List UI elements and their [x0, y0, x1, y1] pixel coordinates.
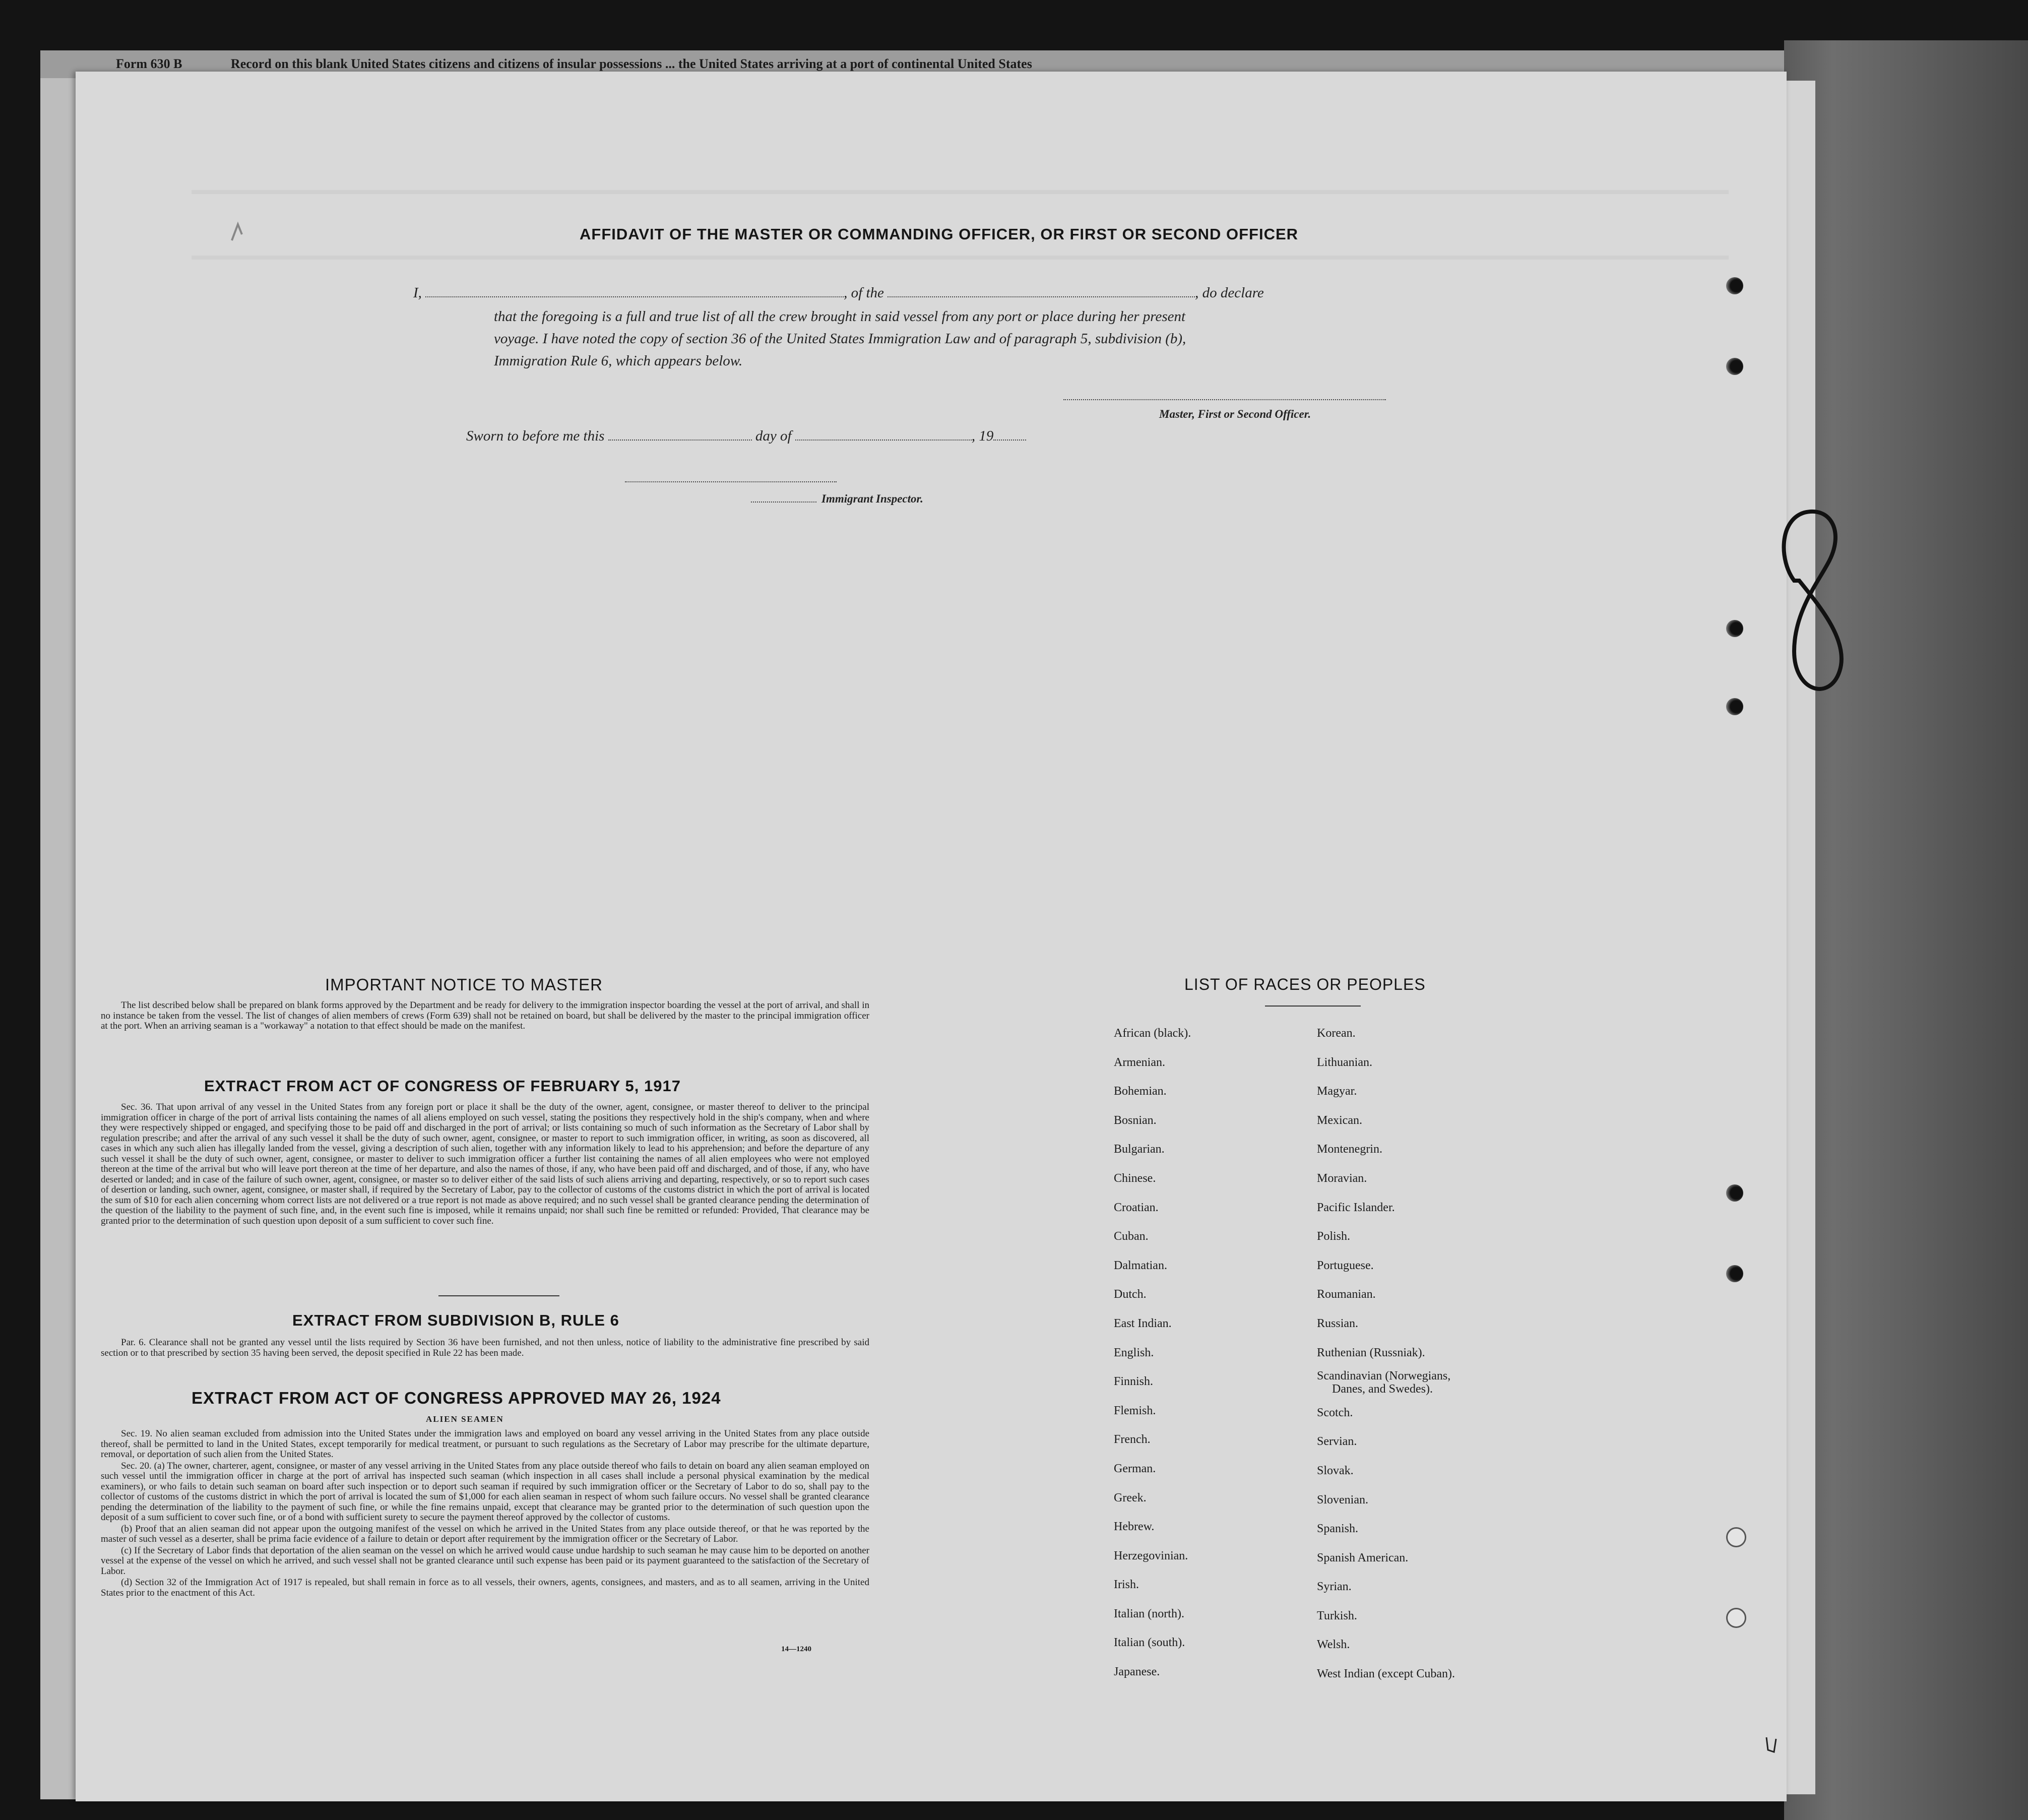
extract-rule6-paragraph: Par. 6. Clearance shall not be granted any vessel until the lists required by Section 36 have been furnished, and not then unless, notice of liability to the administrative fine prescribed by said section or to that prescribed by section 35 having been served, the deposit specified in Rule 22 has been made. [101, 1337, 869, 1358]
race-item: Slovenian. [1317, 1493, 1368, 1507]
document-page [76, 72, 1787, 1801]
race-item: Magyar. [1317, 1085, 1357, 1098]
bleedthrough-line [192, 256, 1729, 260]
race-item: Chinese. [1114, 1171, 1156, 1185]
races-column-2 [1317, 1019, 1455, 1689]
sec20a-paragraph: Sec. 20. (a) The owner, charterer, agent, consignee, or master of any vessel arriving in the United States from any place outside thereof who fails to detain on board any alien seaman employed on such vessel until the immigration officer in charge at the port of arrival has inspected such seaman (which inspection in all cases shall include a personal physical examination by the medical examiners), or who fails to detain such seaman on board after such inspection or to deport such seaman if required by such immigration officer or the Secretary of Labor to do so, shall pay to the collector of customs of the customs district in which the port of arrival is located the sum of $1,000 for each alien seaman in respect of whom such failure occurs. No vessel shall be granted clearance pending the determination of the liability to the payment of such fine, or while the fine remains unpaid, except that clearance may be granted prior to the determination of such question upon the deposit of a sum sufficient to cover such fine, or of a bond with sufficient surety to secure the payment thereof approved by the collector of customs. [101, 1460, 869, 1523]
race-item: Spanish. [1317, 1522, 1359, 1536]
race-item: Scotch. [1317, 1406, 1353, 1419]
race-item: Cuban. [1114, 1230, 1149, 1243]
sec20c-paragraph: (c) If the Secretary of Labor finds that deportation of the alien seaman on the vessel on which he arrived would cause undue hardship to such seaman he may cause him to be deported on another vessel at the expense of the vessel on which he arrived, and such vessel shall not be granted clearance until such expense has been paid or its payment guaranteed to the satisfaction of the Secretary of Labor. [101, 1545, 869, 1577]
race-item: African (black). [1114, 1027, 1191, 1040]
race-item: Italian (north). [1114, 1607, 1184, 1620]
race-item: Bosnian. [1114, 1113, 1157, 1127]
race-item: Bohemian. [1114, 1085, 1167, 1098]
extract-1917-text [101, 1102, 869, 1227]
notice-paragraph: The list described below shall be prepared on blank forms approved by the Department and be ready for delivery to the immigration inspector boarding the vessel at the port of arrival, and shall in no instance be taken from the vessel. The list of changes of alien members of crews (Form 639) shall not be retained on board, but shall be delivered by the master to the principal immigration officer at the port. When an arriving seaman is a "workaway" a notation to that effect should be made on the manifest. [101, 1000, 869, 1031]
extract-rule6-text [101, 1338, 869, 1359]
sworn-day-label: day of [755, 428, 792, 444]
race-item: Japanese. [1114, 1665, 1160, 1679]
race-item: Finnish. [1114, 1375, 1154, 1389]
sec19-paragraph: Sec. 19. No alien seaman excluded from admission into the United States under the immigration laws and employed on board any vessel arriving in the United States from any place outside thereof, shall be permitted to land in the United States, except temporarily for medical treatment, or pursuant to such regulations as the Secretary of Labor may prescribe for the ultimate departure, removal, or deportation of such alien from the United States. [101, 1428, 869, 1460]
notice-text [101, 1000, 869, 1033]
race-item: English. [1114, 1346, 1154, 1359]
race-item: Hebrew. [1114, 1520, 1155, 1534]
race-item-continuation: Danes, and Swedes). [1332, 1383, 1433, 1396]
race-item: Herzegovinian. [1114, 1549, 1188, 1562]
race-item: Dalmatian. [1114, 1259, 1167, 1272]
notice-title: IMPORTANT NOTICE TO MASTER [325, 975, 603, 994]
affidavit-line-2: that the foregoing is a full and true list of all the crew brought in said vessel from any port or place during her present [494, 308, 1186, 325]
race-item: Greek. [1114, 1491, 1147, 1504]
race-item-two-line [1317, 1367, 1455, 1399]
bleedthrough-line [192, 190, 1729, 194]
handwritten-page-number [1774, 500, 1855, 717]
affidavit-line-4: Immigration Rule 6, which appears below. [494, 353, 743, 369]
race-item: Servian. [1317, 1435, 1357, 1449]
sworn-prefix: Sworn to before me this [466, 428, 605, 444]
punch-hole [1726, 358, 1743, 375]
punch-hole [1726, 620, 1743, 637]
extract-1917-title: EXTRACT FROM ACT OF CONGRESS OF FEBRUARY 5, 1917 [204, 1077, 681, 1095]
races-column-1 [1114, 1019, 1191, 1687]
sworn-month-blank[interactable] [795, 428, 972, 441]
punch-hole [1726, 1265, 1743, 1282]
race-item: Syrian. [1317, 1580, 1352, 1594]
section-divider [438, 1295, 559, 1296]
race-item: Welsh. [1317, 1638, 1350, 1652]
inspector-signature-line[interactable] [625, 481, 837, 482]
sworn-year-label: , 19 [971, 428, 994, 444]
affidavit-line-3: voyage. I have noted the copy of section 36 of the United States Immigration Law and of paragraph 5, subdivision (b), [494, 331, 1186, 347]
race-item: Slovak. [1317, 1464, 1354, 1477]
punch-hole [1726, 277, 1743, 294]
race-item: Ruthenian (Russniak). [1317, 1346, 1425, 1359]
sec20b-paragraph: (b) Proof that an alien seaman did not appear upon the outgoing manifest of the vessel on which he arrived in the United States from any place outside thereof, or that he was reported by the master of such vessel as a deserter, shall be prima facie evidence of a failure to detain or deport after requirement by the immigration officer or the Secretary of Labor. [101, 1523, 869, 1544]
sworn-day-blank[interactable] [608, 428, 752, 441]
race-item: Russian. [1317, 1316, 1359, 1330]
extract-1924-subtitle: ALIEN SEAMEN [426, 1414, 504, 1424]
race-item: Flemish. [1114, 1404, 1156, 1417]
back-sheet-header [116, 56, 1032, 72]
race-item: Scandinavian (Norwegians, [1317, 1369, 1451, 1383]
affidavit-i: I, [413, 285, 422, 301]
race-item: Italian (south). [1114, 1636, 1185, 1650]
race-item: Armenian. [1114, 1055, 1165, 1069]
affidavit-declare: , do declare [1195, 285, 1264, 301]
back-sheet-header-text: Record on this blank United States citizens and citizens of insular possessions ... the United States arriving at a port of continental United States [230, 56, 1032, 71]
print-code: 14—1240 [781, 1645, 811, 1653]
race-item: Polish. [1317, 1230, 1351, 1243]
form-number: Form 630 B [116, 56, 182, 71]
extract-1917-paragraph: Sec. 36. That upon arrival of any vessel in the United States from any foreign port or place it shall be the duty of the owner, agent, consignee, or master thereof to deliver to the principal immigration officer in charge of the port of arrival lists containing the names of all aliens employed on such vessel, stating the positions they respectively hold in the ship's company, when and where they were respectively shipped or engaged, and specifying those to be paid off and discharged in the port of arrival; or lists containing so much of such information as the Secretary of Labor shall by regulation prescribe; and after the arrival of any such vessel it shall be the duty of such owner, agent, consignee, or master to report to such immigration officer, in writing, as soon as discovered, all cases in which any such alien has illegally landed from the vessel, giving a description of such alien, together with any information likely to lead to his apprehension; and before the departure of any such vessel it shall be the duty of such owner, agent, consignee, or master to deliver to such immigration officer a further list containing the names of all alien employees who were not employed thereon at the time of the arrival but who will leave port thereon at the time of her departure, and also the names of those, if any, who have been paid off and discharged, and of those, if any, who have deserted or landed; and in case of the failure of such owner, agent, consignee, or master so to deliver either of the said lists of such aliens arriving and departing, respectively, or so to report such cases of desertion or landing, such owner, agent, consignee, or master shall, if required by the Secretary of Labor, pay to the collector of customs of the customs district in which the port of arrival is located the sum of $10 for each alien concerning whom correct lists are not delivered or a true report is not made as above required; and no such vessel shall be granted clearance pending the determination of the question of the liability to the payment of such fine, and, in the event such fine is imposed, while it remains unpaid; nor shall such fine be remitted or refunded: Provided, That clearance may be granted prior to the determination of such question upon deposit of a sum sufficient to cover such fine. [101, 1102, 869, 1226]
pencil-mark [227, 220, 247, 245]
races-title: LIST OF RACES OR PEOPLES [1184, 975, 1426, 993]
race-item: Portuguese. [1317, 1259, 1374, 1272]
affidavit-line-1 [413, 285, 1264, 301]
race-item: East Indian. [1114, 1316, 1172, 1330]
punch-hole [1726, 698, 1743, 715]
inspector-signature-short-line [751, 501, 816, 503]
page-stack-edge [1784, 81, 1815, 1794]
punch-hole [1726, 1608, 1746, 1628]
race-item: Montenegrin. [1317, 1143, 1382, 1156]
race-item: Turkish. [1317, 1609, 1357, 1622]
sworn-year-blank[interactable] [993, 428, 1026, 441]
races-title-rule [1265, 1006, 1361, 1007]
punch-hole [1726, 1527, 1746, 1547]
pencil-mark [1764, 1735, 1779, 1755]
affidavit-of-the: , of the [844, 285, 884, 301]
vessel-blank[interactable] [888, 285, 1195, 297]
race-item: Pacific Islander. [1317, 1201, 1395, 1214]
sworn-line [466, 428, 1026, 445]
race-item: West Indian (except Cuban). [1317, 1667, 1455, 1681]
race-item: Lithuanian. [1317, 1055, 1372, 1069]
extract-1924-text [101, 1429, 869, 1599]
race-item: Dutch. [1114, 1288, 1147, 1301]
race-item: Korean. [1317, 1027, 1356, 1040]
race-item: Roumanian. [1317, 1288, 1376, 1301]
master-signature-label: Master, First or Second Officer. [1159, 408, 1311, 420]
sec20d-paragraph: (d) Section 32 of the Immigration Act of 1917 is repealed, but shall remain in force as to all vessels, their owners, agents, consignees, and masters, and as to all seamen, arriving in the United States prior to the enactment of this Act. [101, 1577, 869, 1598]
race-item: Irish. [1114, 1578, 1139, 1592]
inspector-label: Immigrant Inspector. [821, 492, 923, 505]
race-item: Mexican. [1317, 1113, 1362, 1127]
name-blank[interactable] [425, 285, 844, 297]
race-item: German. [1114, 1462, 1156, 1475]
race-item: Spanish American. [1317, 1551, 1409, 1564]
affidavit-title: AFFIDAVIT OF THE MASTER OR COMMANDING OFFICER, OR FIRST OR SECOND OFFICER [580, 225, 1299, 243]
binder-edge [1784, 40, 2028, 1820]
punch-hole [1726, 1184, 1743, 1202]
race-item: French. [1114, 1433, 1151, 1447]
extract-rule6-title: EXTRACT FROM SUBDIVISION B, RULE 6 [292, 1311, 619, 1329]
race-item: Bulgarian. [1114, 1143, 1165, 1156]
race-item: Moravian. [1317, 1171, 1367, 1185]
extract-1924-title: EXTRACT FROM ACT OF CONGRESS APPROVED MAY 26, 1924 [192, 1389, 721, 1407]
master-signature-line[interactable] [1063, 399, 1386, 400]
race-item: Croatian. [1114, 1201, 1159, 1214]
